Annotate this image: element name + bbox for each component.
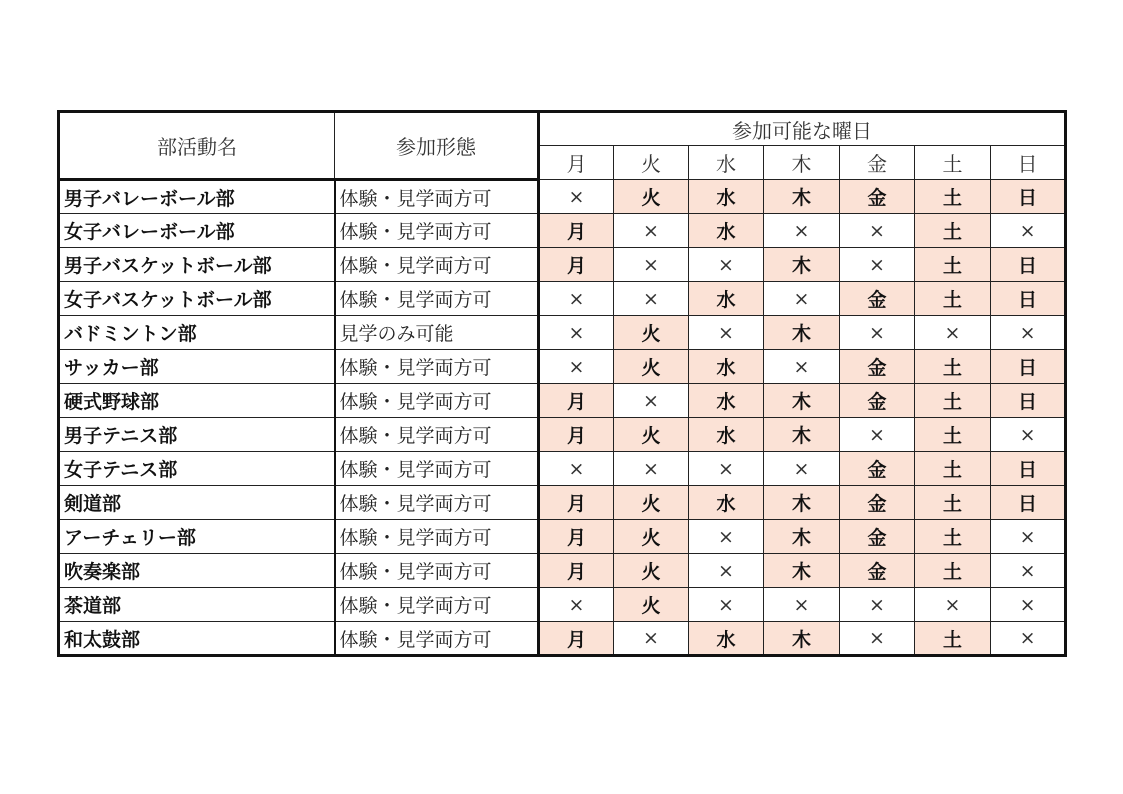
day-header-mon: 月 xyxy=(539,146,614,180)
table-row xyxy=(59,622,1066,656)
table-row xyxy=(59,486,1066,520)
day-cell-wed: 水 xyxy=(689,350,764,384)
day-cell-thu: 木 xyxy=(764,520,840,554)
participation-type-cell: 体験・見学両方可 xyxy=(335,180,539,214)
day-cell-sat: × xyxy=(915,588,991,622)
club-name-cell: 剣道部 xyxy=(59,486,335,520)
club-name-header: 部活動名 xyxy=(59,112,335,180)
day-cell-mon: × xyxy=(539,282,614,316)
day-cell-thu: 木 xyxy=(764,384,840,418)
day-cell-thu: 木 xyxy=(764,418,840,452)
day-cell-sun: × xyxy=(991,214,1066,248)
day-cell-thu: × xyxy=(764,588,840,622)
day-cell-sun: × xyxy=(991,418,1066,452)
day-cell-wed: × xyxy=(689,316,764,350)
day-cell-fri: × xyxy=(840,588,915,622)
day-cell-fri: 金 xyxy=(840,486,915,520)
day-cell-wed: × xyxy=(689,248,764,282)
day-cell-mon: 月 xyxy=(539,622,614,656)
day-cell-mon: 月 xyxy=(539,520,614,554)
available-days-header: 参加可能な曜日 xyxy=(539,112,1066,146)
table-row xyxy=(59,180,1066,214)
participation-type-cell: 体験・見学両方可 xyxy=(335,282,539,316)
day-cell-sat: 土 xyxy=(915,452,991,486)
day-cell-wed: 水 xyxy=(689,384,764,418)
participation-type-cell: 体験・見学両方可 xyxy=(335,350,539,384)
participation-type-cell: 体験・見学両方可 xyxy=(335,520,539,554)
day-cell-thu: × xyxy=(764,452,840,486)
table-row xyxy=(59,248,1066,282)
day-cell-sat: 土 xyxy=(915,384,991,418)
day-cell-tue: × xyxy=(614,452,689,486)
participation-type-cell: 体験・見学両方可 xyxy=(335,452,539,486)
day-cell-tue: × xyxy=(614,214,689,248)
club-name-cell: サッカー部 xyxy=(59,350,335,384)
day-cell-fri: 金 xyxy=(840,452,915,486)
table-row xyxy=(59,418,1066,452)
day-cell-mon: 月 xyxy=(539,248,614,282)
participation-type-cell: 体験・見学両方可 xyxy=(335,486,539,520)
day-header-sun: 日 xyxy=(991,146,1066,180)
day-cell-sat: 土 xyxy=(915,248,991,282)
day-cell-sun: × xyxy=(991,554,1066,588)
club-name-cell: 女子バスケットボール部 xyxy=(59,282,335,316)
club-name-cell: 硬式野球部 xyxy=(59,384,335,418)
day-cell-thu: 木 xyxy=(764,486,840,520)
club-name-cell: 和太鼓部 xyxy=(59,622,335,656)
day-cell-fri: × xyxy=(840,248,915,282)
club-schedule-table xyxy=(57,110,1067,657)
day-cell-fri: × xyxy=(840,418,915,452)
day-cell-sat: 土 xyxy=(915,418,991,452)
day-cell-tue: 火 xyxy=(614,486,689,520)
day-cell-sun: 日 xyxy=(991,282,1066,316)
day-cell-mon: × xyxy=(539,350,614,384)
day-cell-tue: 火 xyxy=(614,554,689,588)
day-cell-sat: 土 xyxy=(915,180,991,214)
table-row xyxy=(59,520,1066,554)
day-header-fri: 金 xyxy=(840,146,915,180)
day-cell-sat: 土 xyxy=(915,282,991,316)
day-cell-tue: × xyxy=(614,282,689,316)
day-cell-wed: × xyxy=(689,452,764,486)
table-row xyxy=(59,350,1066,384)
day-cell-sat: 土 xyxy=(915,214,991,248)
day-cell-wed: 水 xyxy=(689,214,764,248)
day-cell-tue: 火 xyxy=(614,350,689,384)
day-cell-tue: 火 xyxy=(614,316,689,350)
day-cell-thu: 木 xyxy=(764,622,840,656)
participation-type-cell: 体験・見学両方可 xyxy=(335,384,539,418)
table-row xyxy=(59,384,1066,418)
day-cell-tue: 火 xyxy=(614,418,689,452)
day-cell-mon: × xyxy=(539,180,614,214)
day-cell-sun: 日 xyxy=(991,486,1066,520)
day-cell-thu: 木 xyxy=(764,554,840,588)
day-cell-thu: × xyxy=(764,282,840,316)
participation-type-cell: 体験・見学両方可 xyxy=(335,622,539,656)
club-name-cell: 男子テニス部 xyxy=(59,418,335,452)
day-cell-fri: 金 xyxy=(840,180,915,214)
day-cell-sun: 日 xyxy=(991,180,1066,214)
participation-type-header: 参加形態 xyxy=(335,112,539,180)
day-cell-wed: 水 xyxy=(689,486,764,520)
day-cell-mon: 月 xyxy=(539,418,614,452)
day-cell-sat: 土 xyxy=(915,622,991,656)
day-cell-mon: × xyxy=(539,588,614,622)
day-cell-sat: 土 xyxy=(915,350,991,384)
day-cell-sat: × xyxy=(915,316,991,350)
day-cell-wed: × xyxy=(689,588,764,622)
day-cell-sun: 日 xyxy=(991,350,1066,384)
day-cell-sun: 日 xyxy=(991,248,1066,282)
table-row xyxy=(59,282,1066,316)
day-cell-tue: 火 xyxy=(614,520,689,554)
day-cell-sun: 日 xyxy=(991,452,1066,486)
day-cell-tue: 火 xyxy=(614,588,689,622)
club-name-cell: 男子バスケットボール部 xyxy=(59,248,335,282)
day-cell-sun: × xyxy=(991,316,1066,350)
day-cell-thu: × xyxy=(764,214,840,248)
participation-type-cell: 体験・見学両方可 xyxy=(335,588,539,622)
day-cell-fri: 金 xyxy=(840,350,915,384)
day-cell-mon: 月 xyxy=(539,554,614,588)
day-cell-tue: × xyxy=(614,248,689,282)
day-cell-sat: 土 xyxy=(915,486,991,520)
club-name-cell: 女子バレーボール部 xyxy=(59,214,335,248)
day-cell-tue: × xyxy=(614,622,689,656)
header-row xyxy=(59,112,1066,146)
day-cell-fri: × xyxy=(840,316,915,350)
day-cell-mon: × xyxy=(539,452,614,486)
participation-type-cell: 体験・見学両方可 xyxy=(335,554,539,588)
day-header-tue: 火 xyxy=(614,146,689,180)
day-header-sat: 土 xyxy=(915,146,991,180)
table-body xyxy=(59,180,1066,656)
participation-type-cell: 体験・見学両方可 xyxy=(335,214,539,248)
table-row xyxy=(59,214,1066,248)
day-cell-mon: 月 xyxy=(539,384,614,418)
day-cell-fri: 金 xyxy=(840,384,915,418)
table-row xyxy=(59,316,1066,350)
day-cell-thu: 木 xyxy=(764,248,840,282)
day-header-thu: 木 xyxy=(764,146,840,180)
club-name-cell: 女子テニス部 xyxy=(59,452,335,486)
day-cell-sun: × xyxy=(991,588,1066,622)
day-cell-mon: × xyxy=(539,316,614,350)
day-cell-thu: × xyxy=(764,350,840,384)
day-cell-sat: 土 xyxy=(915,520,991,554)
participation-type-cell: 体験・見学両方可 xyxy=(335,248,539,282)
club-name-cell: バドミントン部 xyxy=(59,316,335,350)
day-header-wed: 水 xyxy=(689,146,764,180)
day-cell-fri: 金 xyxy=(840,554,915,588)
day-cell-wed: 水 xyxy=(689,418,764,452)
day-cell-fri: × xyxy=(840,622,915,656)
day-cell-wed: × xyxy=(689,554,764,588)
day-cell-sun: × xyxy=(991,520,1066,554)
club-name-cell: アーチェリー部 xyxy=(59,520,335,554)
day-cell-wed: 水 xyxy=(689,180,764,214)
day-cell-mon: 月 xyxy=(539,486,614,520)
day-cell-sat: 土 xyxy=(915,554,991,588)
day-cell-mon: 月 xyxy=(539,214,614,248)
day-cell-wed: × xyxy=(689,520,764,554)
day-cell-tue: 火 xyxy=(614,180,689,214)
club-name-cell: 吹奏楽部 xyxy=(59,554,335,588)
participation-type-cell: 体験・見学両方可 xyxy=(335,418,539,452)
day-cell-sun: × xyxy=(991,622,1066,656)
day-cell-fri: 金 xyxy=(840,520,915,554)
day-cell-thu: 木 xyxy=(764,316,840,350)
day-cell-tue: × xyxy=(614,384,689,418)
table-row xyxy=(59,588,1066,622)
table-row xyxy=(59,452,1066,486)
club-name-cell: 茶道部 xyxy=(59,588,335,622)
day-cell-sun: 日 xyxy=(991,384,1066,418)
day-cell-wed: 水 xyxy=(689,622,764,656)
table-row xyxy=(59,554,1066,588)
day-cell-fri: × xyxy=(840,214,915,248)
participation-type-cell: 見学のみ可能 xyxy=(335,316,539,350)
club-name-cell: 男子バレーボール部 xyxy=(59,180,335,214)
day-cell-wed: 水 xyxy=(689,282,764,316)
day-cell-thu: 木 xyxy=(764,180,840,214)
day-cell-fri: 金 xyxy=(840,282,915,316)
